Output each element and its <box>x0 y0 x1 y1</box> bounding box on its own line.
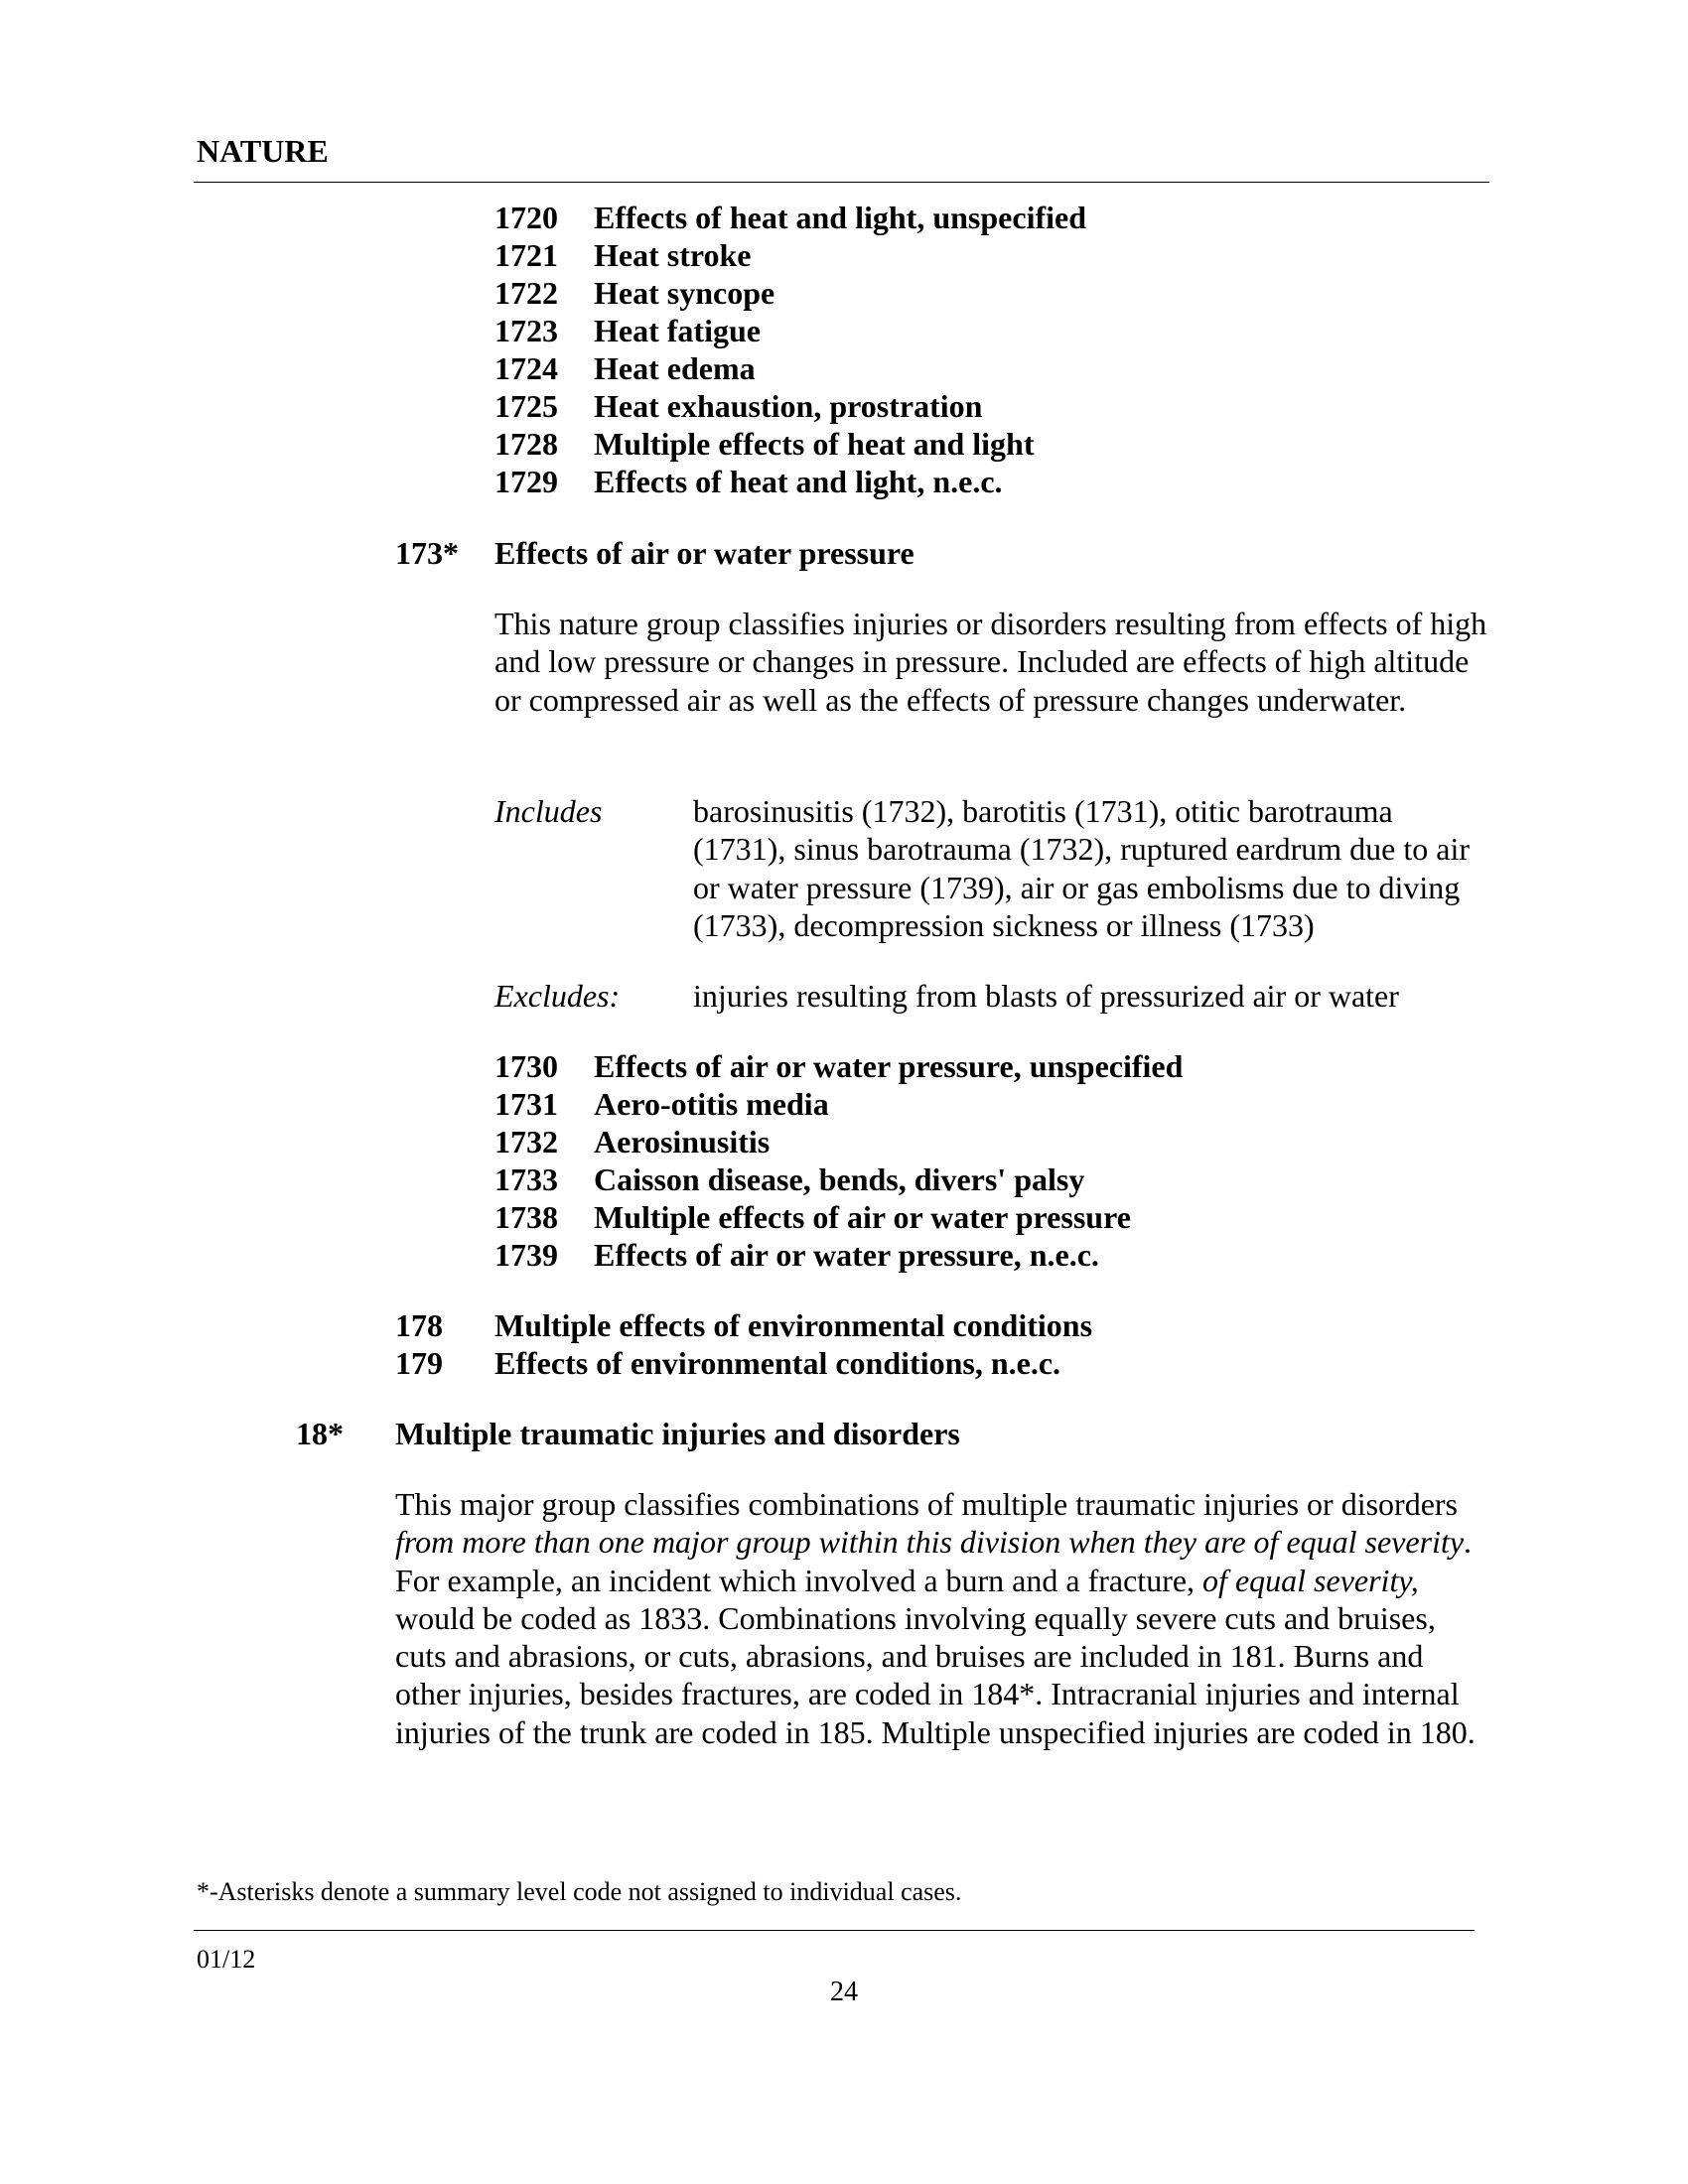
code-label: Effects of heat and light, n.e.c. <box>594 464 1003 499</box>
code-label: Effects of air or water pressure, unspecified <box>594 1048 1184 1084</box>
includes-label: Includes <box>494 793 603 829</box>
description-part: . For example, an incident which involved a burn and a fracture, <box>395 1524 1473 1598</box>
code-label: Multiple effects of air or water pressure <box>594 1199 1131 1235</box>
code-number: 1730 <box>494 1048 558 1084</box>
code-label: Caisson disease, bends, divers' palsy <box>594 1161 1085 1197</box>
code-label: Heat exhaustion, prostration <box>594 388 983 424</box>
code-number: 1720 <box>494 200 558 235</box>
code-number: 1738 <box>494 1199 558 1235</box>
group-code: 18* <box>296 1416 344 1451</box>
footnote: *-Asterisks denote a summary level code not assigned to individual cases. <box>197 1877 962 1906</box>
page-number: 24 <box>830 1977 858 2007</box>
group-description <box>395 1485 1487 1751</box>
group-title: Multiple traumatic injuries and disorders <box>395 1416 960 1451</box>
code-label: Heat fatigue <box>594 313 761 348</box>
description-text: This nature group classifies injuries or disorders resulting from effects of high and low pressure or changes in pressure. Included are effects of high altitude or compressed air as well as the effects of pressure changes underwater. <box>494 606 1487 718</box>
code-label: Effects of heat and light, unspecified <box>594 200 1086 235</box>
code-label: Aero-otitis media <box>594 1086 829 1122</box>
code-number: 178 <box>395 1307 443 1343</box>
description-text <box>395 1485 1487 1751</box>
code-number: 1723 <box>494 313 558 348</box>
revision-date: 01/12 <box>197 1945 256 1974</box>
includes-text: barosinusitis (1732), barotitis (1731), otitic barotrauma (1731), sinus barotrauma (1732), ruptured eardrum due to air or water pressure (1739), air or gas embolisms due to diving (1733), decompression sickness or illness (1733) <box>693 793 1470 943</box>
code-number: 1722 <box>494 275 558 311</box>
description-emphasis: of equal severity, <box>1202 1562 1419 1598</box>
description-part: would be coded as 1833. Combinations involving equally severe cuts and bruises, cuts and abrasions, or cuts, abrasions, and bruises are included in 181. Burns and other injuries, besides fractures, are coded in 184*. Intracranial injuries and internal injuries of the trunk are coded in 185. Multiple unspecified injuries are coded in 180. <box>395 1599 1476 1750</box>
code-label: Aerosinusitis <box>594 1124 771 1160</box>
code-label: Effects of environmental conditions, n.e.c. <box>494 1345 1061 1381</box>
description-part: This major group classifies combinations of multiple traumatic injuries or disorders <box>395 1486 1458 1522</box>
code-number: 1729 <box>494 464 558 499</box>
footer-rule <box>194 1930 1475 1931</box>
code-label: Heat stroke <box>594 237 752 273</box>
group-description <box>494 605 1487 719</box>
code-label: Multiple effects of environmental conditions <box>494 1307 1093 1343</box>
code-number: 1721 <box>494 237 558 273</box>
code-number: 179 <box>395 1345 443 1381</box>
section-title: NATURE <box>197 133 329 169</box>
code-label: Heat edema <box>594 350 756 386</box>
code-number: 1733 <box>494 1161 558 1197</box>
excludes-text: injuries resulting from blasts of pressurized air or water <box>693 978 1399 1014</box>
code-number: 1739 <box>494 1237 558 1273</box>
code-label: Effects of air or water pressure, n.e.c. <box>594 1237 1099 1273</box>
code-number: 1731 <box>494 1086 558 1122</box>
code-number: 1725 <box>494 388 558 424</box>
code-number: 1728 <box>494 426 558 462</box>
header-rule <box>194 182 1489 183</box>
code-number: 1724 <box>494 350 558 386</box>
code-number: 1732 <box>494 1124 558 1160</box>
code-label: Multiple effects of heat and light <box>594 426 1035 462</box>
description-emphasis: from more than one major group within this division when they are of equal severity <box>395 1524 1465 1561</box>
group-code: 173* <box>395 535 459 571</box>
excludes-label: Excludes: <box>494 978 621 1014</box>
group-title: Effects of air or water pressure <box>494 535 914 571</box>
code-label: Heat syncope <box>594 275 775 311</box>
